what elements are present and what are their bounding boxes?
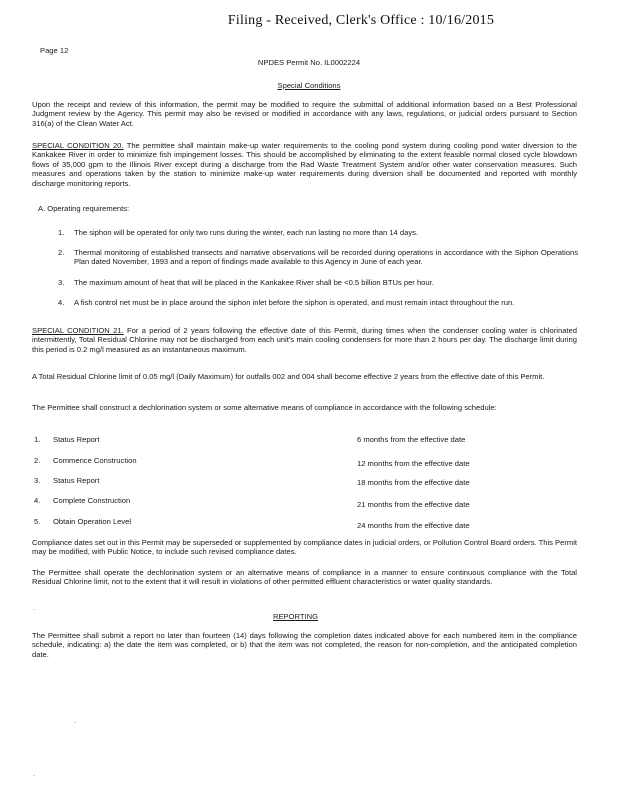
special-condition-21 (32, 326, 577, 354)
schedule-due: 6 months from the effective date (357, 435, 466, 444)
operating-item (58, 248, 578, 267)
item-text: Thermal monitoring of established transects and narrative observations will be recorded during operations in accordance with the Siphon Operations Plan dated November, 1993 and a report of findings made available to this Agency in June of each year. (74, 248, 578, 267)
schedule-row (34, 496, 494, 509)
operating-item (58, 228, 578, 237)
schedule-due: 12 months from the effective date (357, 459, 470, 468)
schedule-row (34, 476, 494, 486)
schedule-task: Complete Construction (53, 496, 131, 505)
operating-item (58, 298, 578, 307)
schedule-due: 18 months from the effective date (357, 478, 470, 487)
schedule-number: 4. (34, 496, 41, 505)
schedule-intro-paragraph: The Permittee shall construct a dechlorination system or some alternative means of compliance in accordance with the following schedule: (32, 403, 497, 412)
schedule-number: 3. (34, 476, 41, 485)
schedule-row (34, 435, 494, 445)
condition-20-label: SPECIAL CONDITION 20. (32, 141, 124, 150)
operating-item (58, 278, 578, 287)
schedule-due: 21 months from the effective date (357, 500, 470, 509)
schedule-task: Obtain Operation Level (53, 517, 132, 526)
scan-speck: . (33, 605, 35, 612)
schedule-due: 24 months from the effective date (357, 521, 470, 530)
schedule-number: 2. (34, 456, 41, 465)
schedule-row (34, 517, 494, 530)
permit-number: NPDES Permit No. IL0002224 (257, 58, 361, 67)
reporting-heading: REPORTING (273, 612, 319, 621)
operate-paragraph: The Permittee shall operate the dechlorination system or an alternative means of compliance in a manner to ensure continuous compliance with the Total Residual Chlorine limit, not to the extent that it will result in violations of other permitted effluent characteristics or water quality standards. (32, 568, 577, 587)
reporting-paragraph: The Permittee shall submit a report no later than fourteen (14) days following the completion dates indicated above for each numbered item in the compliance schedule, indicating: a) the date the item was completed, or b) that the item was not completed, the reason for non-completion, and the anticipated completion date. (32, 631, 577, 659)
condition-21-label: SPECIAL CONDITION 21. (32, 326, 124, 335)
item-number: 1. (58, 228, 65, 237)
special-conditions-heading: Special Conditions (277, 81, 341, 90)
item-text: The maximum amount of heat that will be placed in the Kankakee River shall be <0.5 billion BTUs per hour. (74, 278, 434, 287)
intro-paragraph: Upon the receipt and review of this information, the permit may be modified to require the submittal of additional information based on a Best Professional Judgment review by the Agency. This permit may also be revised or modified in accordance with any laws, regulations, or judicial orders pursuant to Section 316(a) of the Clean Water Act. (32, 100, 577, 128)
item-number: 3. (58, 278, 65, 287)
operating-requirements-heading: A. Operating requirements: (38, 204, 130, 213)
item-text: The siphon will be operated for only two runs during the winter, each run lasting no more than 14 days. (74, 228, 419, 237)
item-number: 2. (58, 248, 65, 257)
chlorine-limit-paragraph: A Total Residual Chlorine limit of 0.05 mg/l (Daily Maximum) for outfalls 002 and 004 shall become effective 2 years from the effective date of this Permit. (32, 372, 545, 381)
schedule-task: Status Report (53, 476, 100, 485)
compliance-dates-paragraph: Compliance dates set out in this Permit may be superseded or supplemented by compliance dates in judicial orders, or Pollution Control Board orders. This Permit may be modified, with Public Notice, to include such revised compliance dates. (32, 538, 577, 557)
special-condition-20 (32, 141, 577, 188)
scan-speck: . (33, 771, 35, 778)
schedule-row (34, 456, 494, 466)
schedule-number: 1. (34, 435, 41, 444)
scan-speck: . (74, 718, 76, 725)
item-number: 4. (58, 298, 65, 307)
schedule-task: Status Report (53, 435, 100, 444)
condition-21-text: For a period of 2 years following the effective date of this Permit, during times when the condenser cooling water is chlorinated intermittently, Total Residual Chlorine may not be discharged from each unit's main cooling condensers for more than 2 hours per day. The discharge limit during this period is 0.2 mg/l measured as an instantaneous maximum. (32, 326, 577, 354)
schedule-number: 5. (34, 517, 41, 526)
schedule-task: Commence Construction (53, 456, 137, 465)
condition-20-text: The permittee shall maintain make-up water requirements to the cooling pond system during cooling pond water diversion to the Kankakee River in order to minimize fish impingement losses. This should be accomplished by eliminating to the extent feasible normal closed cycle blowdown flows of 35,000 gpm to the Illinois River except during a discharge from the Rad Waste Treatment System and/or other water conservation measures. Such measures and operations taken by the station to minimize make-up water requirements during diversion shall be documented and reported with monthly discharge monitoring reports. (32, 141, 578, 188)
page-number: Page 12 (40, 46, 69, 55)
item-text: A fish control net must be in place around the siphon inlet before the siphon is operated, and must remain intact throughout the run. (74, 298, 515, 307)
filing-stamp: Filing - Received, Clerk's Office : 10/16/2015 (227, 13, 495, 28)
